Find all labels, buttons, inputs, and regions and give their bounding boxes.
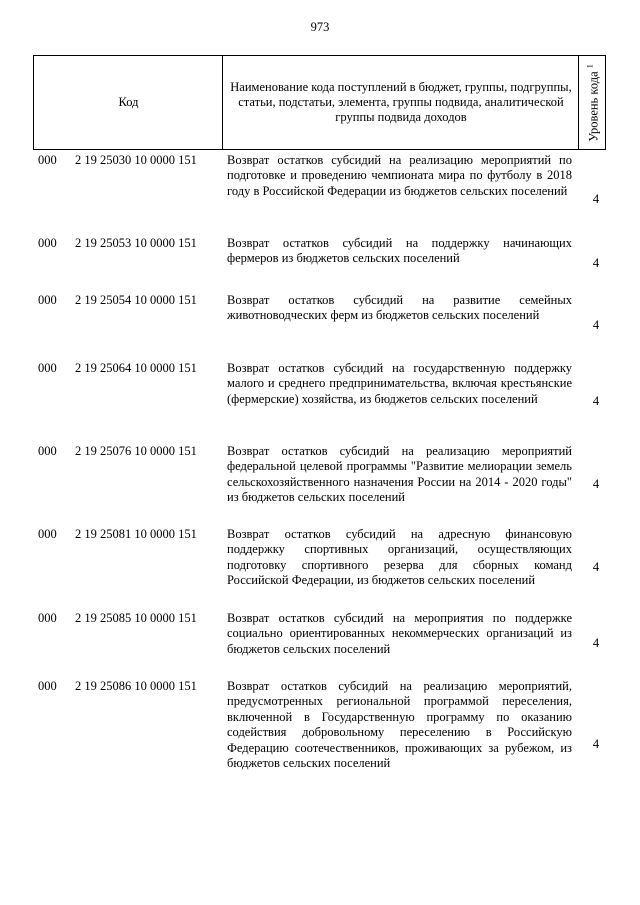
header-level-footnote: 1	[585, 63, 595, 68]
row-level: 4	[592, 636, 600, 650]
row-prefix: 000	[38, 611, 57, 625]
row-description: Возврат остатков субсидий на реализацию мероприятий, предусмотренных региональной программой переселения, включенной в Государственную программу по оказанию содействия добровольному переселению в Российскую Федерацию соотечественников, проживающих за рубежом, из бюджетов сельских поселений	[227, 679, 572, 771]
row-level: 4	[592, 394, 600, 408]
row-code: 2 19 25085 10 0000 151	[75, 611, 197, 625]
row-description: Возврат остатков субсидий на государственную поддержку малого и среднего предпринимательства, включая крестьянские (фермерские) хозяйства, из бюджетов сельских поселений	[227, 361, 572, 406]
row-code: 2 19 25086 10 0000 151	[75, 679, 197, 693]
header-name-label: Наименование кода поступлений в бюджет, группы, подгруппы, статьи, подстатьи, элемента, группы подвида, аналитической группы подвида доходов	[230, 80, 572, 124]
row-description: Возврат остатков субсидий на поддержку начинающих фермеров из бюджетов сельских поселений	[227, 236, 572, 266]
row-description: Возврат остатков субсидий на развитие семейных животноводческих ферм из бюджетов сельских поселений	[227, 293, 572, 323]
row-prefix: 000	[38, 444, 57, 458]
row-prefix: 000	[38, 293, 57, 307]
row-prefix: 000	[38, 361, 57, 375]
row-prefix: 000	[38, 679, 57, 693]
row-description: Возврат остатков субсидий на реализацию мероприятий по подготовке и проведению чемпионата мира по футболу в 2018 году в Российской Федерации из бюджетов сельских поселений	[227, 153, 572, 198]
row-prefix: 000	[38, 527, 57, 541]
row-level: 4	[592, 192, 600, 206]
row-prefix: 000	[38, 236, 57, 250]
row-code: 2 19 25053 10 0000 151	[75, 236, 197, 250]
header-level-label: Уровень кода	[586, 70, 601, 142]
row-description: Возврат остатков субсидий на мероприятия по поддержке социально ориентированных некоммерческих организаций из бюджетов сельских поселений	[227, 611, 572, 656]
row-code: 2 19 25064 10 0000 151	[75, 361, 197, 375]
row-level: 4	[592, 560, 600, 574]
row-level: 4	[592, 737, 600, 751]
header-code-cell	[33, 55, 223, 150]
row-level: 4	[592, 318, 600, 332]
row-code: 2 19 25030 10 0000 151	[75, 153, 197, 167]
row-description: Возврат остатков субсидий на адресную финансовую поддержку спортивных организаций, осуществляющих подготовку спортивного резерва для сборных команд Российской Федерации, из бюджетов сельских поселений	[227, 527, 572, 588]
page-number: 973	[310, 20, 330, 34]
row-prefix: 000	[38, 153, 57, 167]
row-description: Возврат остатков субсидий на реализацию мероприятий федеральной целевой программы "Развитие мелиорации земель сельскохозяйственного назначения России на 2014 - 2020 годы" из бюджетов сельских поселений	[227, 444, 572, 505]
header-code-label: Код	[118, 95, 139, 109]
header-level-rotated	[582, 64, 601, 142]
row-level: 4	[592, 477, 600, 491]
header-level-cell	[578, 55, 606, 150]
row-code: 2 19 25054 10 0000 151	[75, 293, 197, 307]
row-code: 2 19 25081 10 0000 151	[75, 527, 197, 541]
header-name-cell	[222, 55, 579, 150]
row-code: 2 19 25076 10 0000 151	[75, 444, 197, 458]
row-level: 4	[592, 256, 600, 270]
